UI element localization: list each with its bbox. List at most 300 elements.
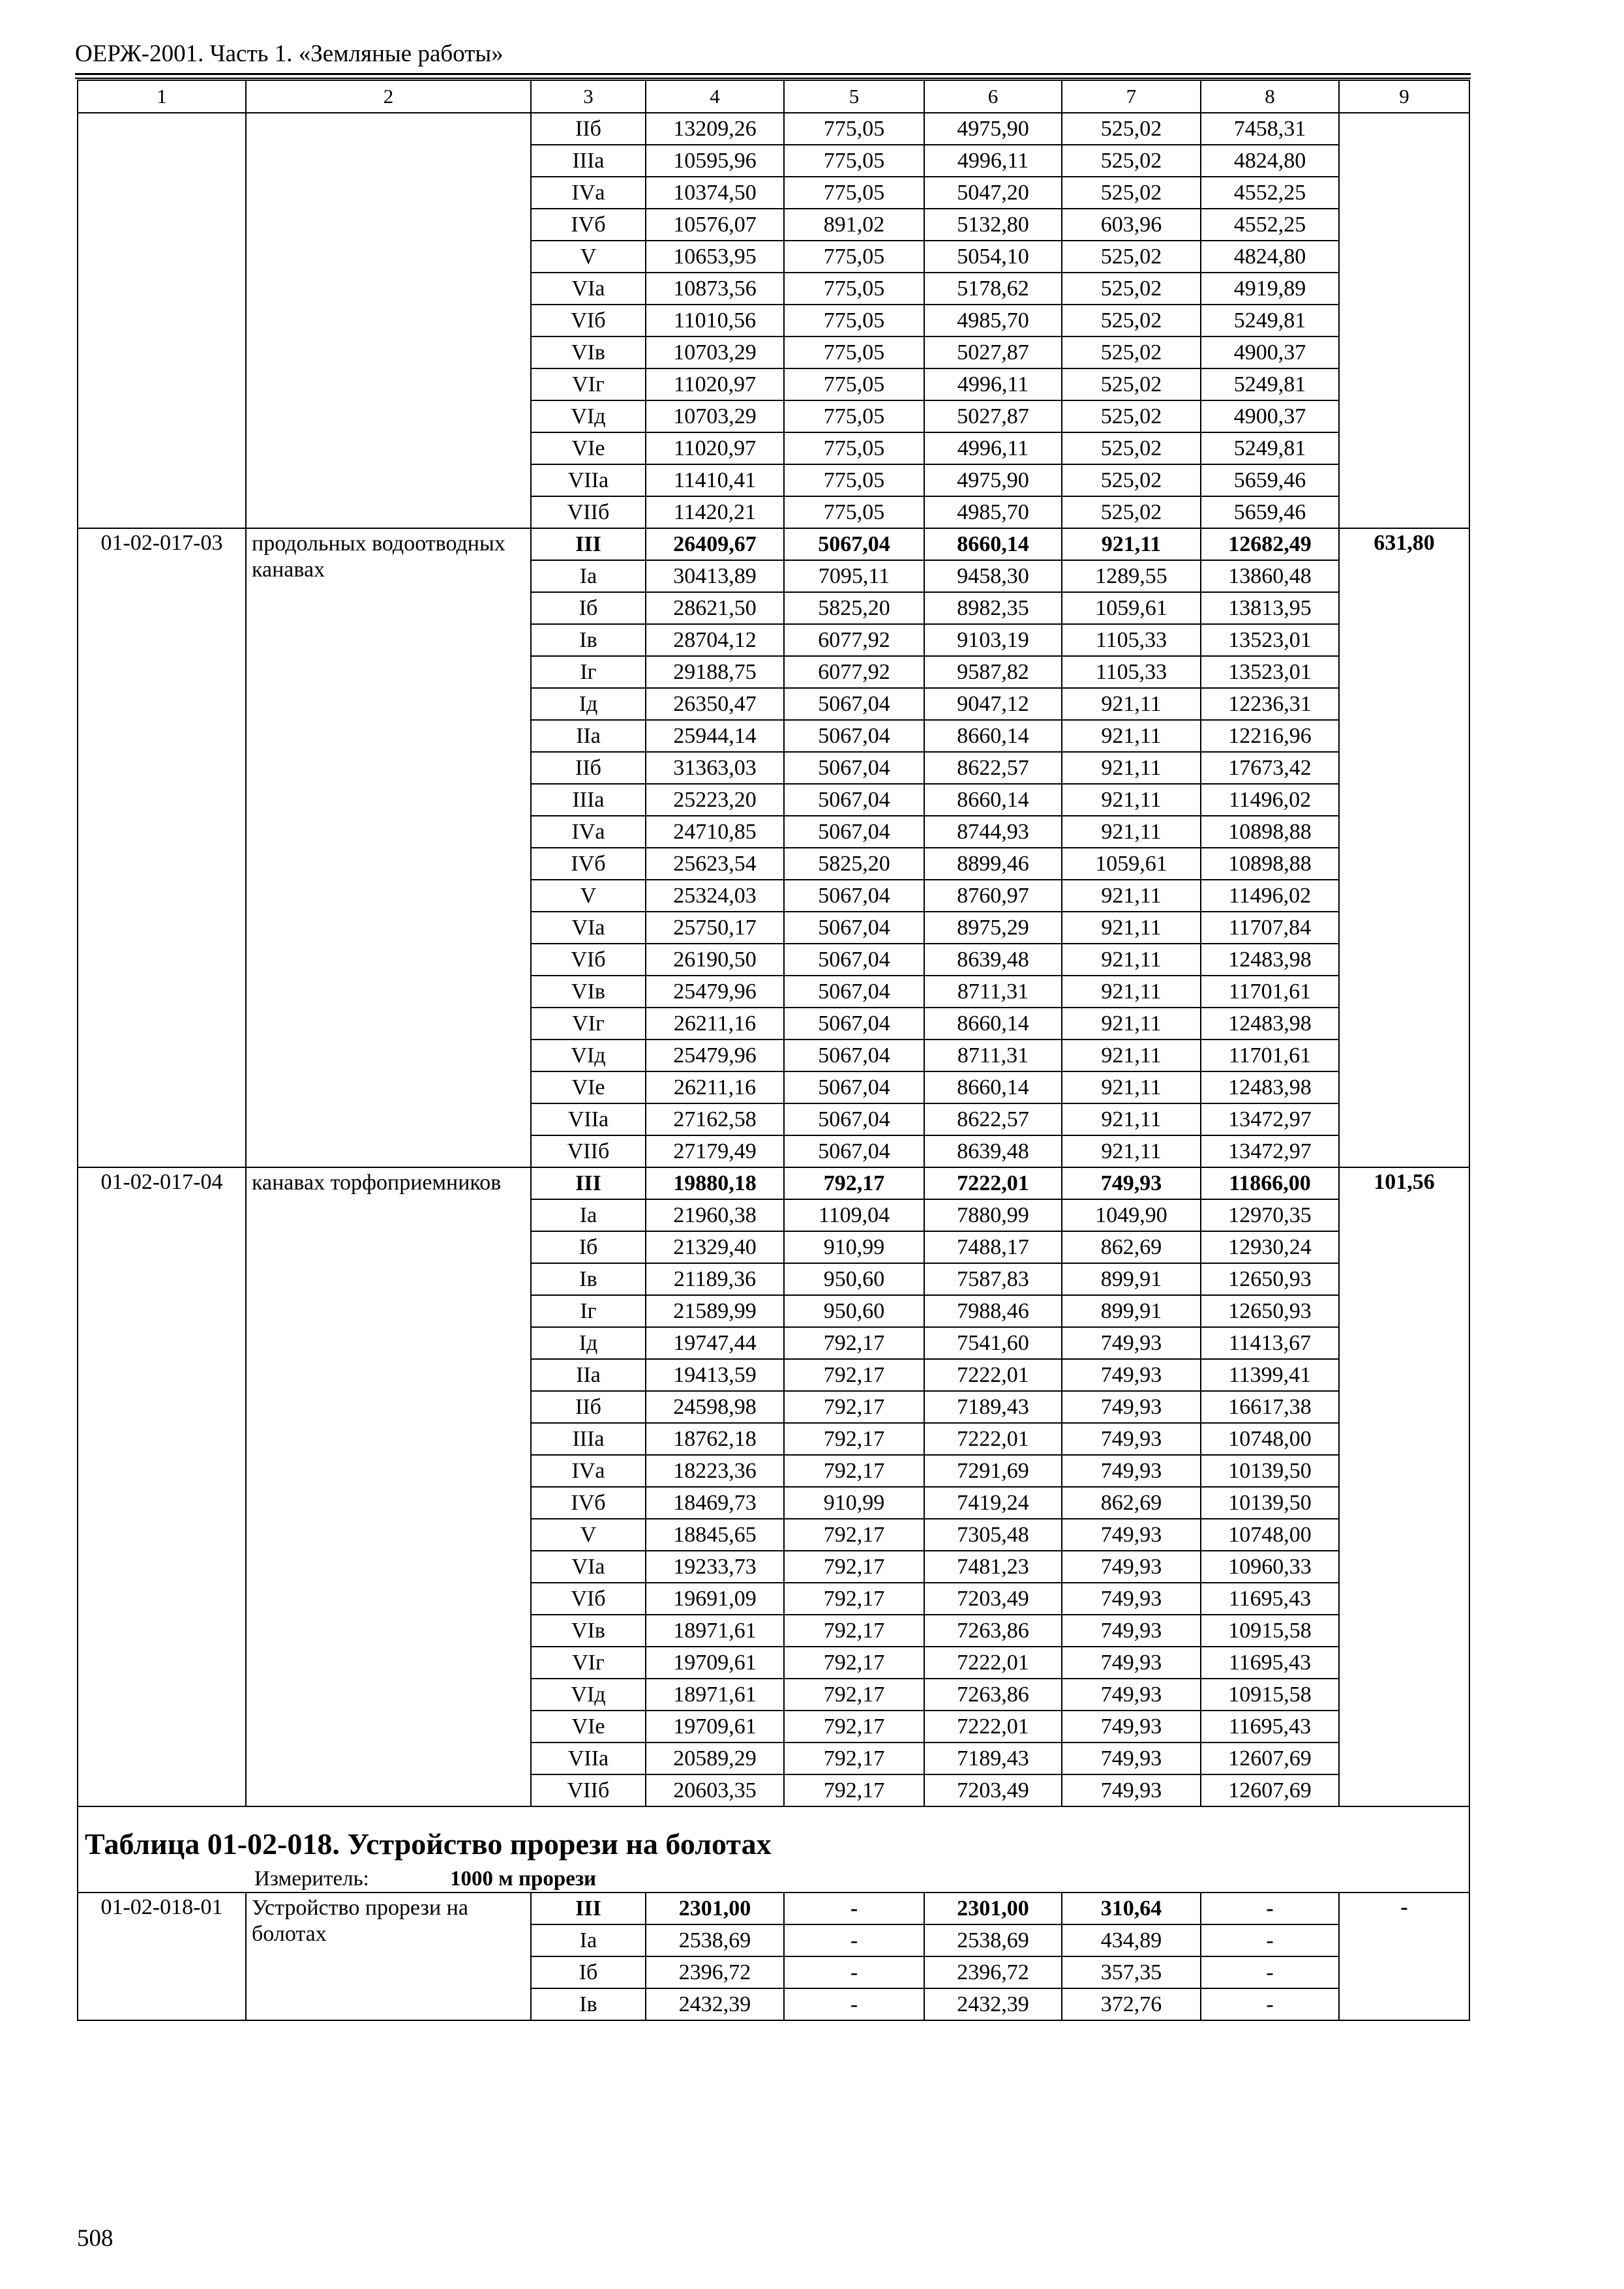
direct-cost-cell: 10595,96 <box>646 145 784 177</box>
machinist-wages-cell: 525,02 <box>1062 177 1201 209</box>
wages-cell: 775,05 <box>784 464 924 496</box>
machines-cell: 8639,48 <box>924 1135 1062 1167</box>
materials-cell: 12650,93 <box>1201 1263 1339 1295</box>
wages-cell: 1109,04 <box>784 1199 924 1231</box>
machinist-wages-cell: 921,11 <box>1062 784 1201 816</box>
wages-cell: 5825,20 <box>784 848 924 880</box>
direct-cost-cell: 25750,17 <box>646 912 784 944</box>
soil-group-cell: Iб <box>531 592 646 624</box>
soil-group-cell: VIв <box>531 1615 646 1647</box>
machinist-wages-cell: 921,11 <box>1062 688 1201 720</box>
wages-cell: 792,17 <box>784 1615 924 1647</box>
soil-group-cell: IIIа <box>531 1423 646 1455</box>
machinist-wages-cell: 525,02 <box>1062 273 1201 305</box>
machinist-wages-cell: 749,93 <box>1062 1743 1201 1774</box>
wages-cell: 5067,04 <box>784 944 924 976</box>
soil-group-cell: Iб <box>531 1231 646 1263</box>
soil-group-cell: VIIб <box>531 496 646 528</box>
wages-cell: 5067,04 <box>784 1040 924 1071</box>
column-number: 8 <box>1201 80 1339 113</box>
soil-group-cell: VIг <box>531 1647 646 1679</box>
soil-group-cell: V <box>531 1519 646 1551</box>
column-number: 6 <box>924 80 1062 113</box>
column-number: 5 <box>784 80 924 113</box>
wages-cell: 792,17 <box>784 1359 924 1391</box>
machines-cell: 7222,01 <box>924 1167 1062 1199</box>
materials-cell: 11413,67 <box>1201 1327 1339 1359</box>
direct-cost-cell: 10873,56 <box>646 273 784 305</box>
soil-group-cell: VIа <box>531 273 646 305</box>
machines-cell: 8760,97 <box>924 880 1062 912</box>
machines-cell: 8711,31 <box>924 1040 1062 1071</box>
soil-group-cell: VIе <box>531 432 646 464</box>
materials-cell: 13813,95 <box>1201 592 1339 624</box>
machines-cell: 8622,57 <box>924 1103 1062 1135</box>
machinist-wages-cell: 1059,61 <box>1062 848 1201 880</box>
machines-cell: 8660,14 <box>924 784 1062 816</box>
materials-cell: 4919,89 <box>1201 273 1339 305</box>
machinist-wages-cell: 434,89 <box>1062 1924 1201 1956</box>
materials-cell: 12483,98 <box>1201 1071 1339 1103</box>
header-rule <box>75 73 1471 75</box>
wages-cell: 792,17 <box>784 1551 924 1583</box>
materials-cell: 12483,98 <box>1201 1008 1339 1040</box>
machines-cell: 7488,17 <box>924 1231 1062 1263</box>
soil-group-cell: VIIа <box>531 1103 646 1135</box>
machines-cell: 9047,12 <box>924 688 1062 720</box>
direct-cost-cell: 11420,21 <box>646 496 784 528</box>
soil-group-cell: VIб <box>531 1583 646 1615</box>
measure-cell <box>78 1865 1469 1893</box>
materials-cell: 4824,80 <box>1201 241 1339 273</box>
machines-cell: 7203,49 <box>924 1774 1062 1806</box>
materials-cell: 4552,25 <box>1201 177 1339 209</box>
machines-cell: 8975,29 <box>924 912 1062 944</box>
wages-cell: 5067,04 <box>784 752 924 784</box>
soil-group-cell: VIв <box>531 976 646 1008</box>
materials-cell: 5659,46 <box>1201 496 1339 528</box>
direct-cost-cell: 19691,09 <box>646 1583 784 1615</box>
materials-cell: 4552,25 <box>1201 209 1339 241</box>
wages-cell: 6077,92 <box>784 624 924 656</box>
wages-cell: 950,60 <box>784 1263 924 1295</box>
extra-cost-cell <box>1339 113 1469 528</box>
machines-cell: 8660,14 <box>924 1071 1062 1103</box>
materials-cell: 10748,00 <box>1201 1519 1339 1551</box>
materials-cell: 12216,96 <box>1201 720 1339 752</box>
soil-group-cell: Iг <box>531 656 646 688</box>
wages-cell: 891,02 <box>784 209 924 241</box>
direct-cost-cell: 20589,29 <box>646 1743 784 1774</box>
column-number: 4 <box>646 80 784 113</box>
direct-cost-cell: 19233,73 <box>646 1551 784 1583</box>
machinist-wages-cell: 921,11 <box>1062 976 1201 1008</box>
direct-cost-cell: 2301,00 <box>646 1893 784 1924</box>
machinist-wages-cell: 749,93 <box>1062 1391 1201 1423</box>
direct-cost-cell: 20603,35 <box>646 1774 784 1806</box>
soil-group-cell: IIа <box>531 1359 646 1391</box>
machines-cell: 5047,20 <box>924 177 1062 209</box>
wages-cell: 5067,04 <box>784 880 924 912</box>
direct-cost-cell: 19709,61 <box>646 1647 784 1679</box>
machinist-wages-cell: 310,64 <box>1062 1893 1201 1924</box>
direct-cost-cell: 10374,50 <box>646 177 784 209</box>
wages-cell: 5067,04 <box>784 528 924 560</box>
wages-cell: 792,17 <box>784 1167 924 1199</box>
materials-cell: 12970,35 <box>1201 1199 1339 1231</box>
wages-cell: - <box>784 1924 924 1956</box>
machinist-wages-cell: 921,11 <box>1062 1135 1201 1167</box>
direct-cost-cell: 25479,96 <box>646 1040 784 1071</box>
direct-cost-cell: 19709,61 <box>646 1711 784 1743</box>
materials-cell: - <box>1201 1924 1339 1956</box>
materials-cell: 5249,81 <box>1201 368 1339 400</box>
table-title-row <box>78 1806 1469 1865</box>
direct-cost-cell: 25623,54 <box>646 848 784 880</box>
materials-cell: 10748,00 <box>1201 1423 1339 1455</box>
soil-group-cell: VIIа <box>531 464 646 496</box>
direct-cost-cell: 27162,58 <box>646 1103 784 1135</box>
soil-group-cell: V <box>531 880 646 912</box>
table-title: Таблица 01-02-018. Устройство прорези на болотах <box>78 1806 1469 1865</box>
materials-cell: 10915,58 <box>1201 1679 1339 1711</box>
soil-group-cell: VIIб <box>531 1135 646 1167</box>
soil-group-cell: IIIа <box>531 145 646 177</box>
materials-cell: 13472,97 <box>1201 1103 1339 1135</box>
materials-cell: 12607,69 <box>1201 1743 1339 1774</box>
machinist-wages-cell: 921,11 <box>1062 752 1201 784</box>
machinist-wages-cell: 862,69 <box>1062 1487 1201 1519</box>
soil-group-cell: VIIа <box>531 1743 646 1774</box>
machines-cell: 7481,23 <box>924 1551 1062 1583</box>
column-number: 9 <box>1339 80 1469 113</box>
direct-cost-cell: 13209,26 <box>646 113 784 145</box>
machines-cell: 2432,39 <box>924 1988 1062 2020</box>
work-name-cell: Устройство прорези на болотах <box>246 1893 531 2020</box>
direct-cost-cell: 10703,29 <box>646 400 784 432</box>
table-row-first <box>78 1167 1469 1199</box>
machines-cell: 7541,60 <box>924 1327 1062 1359</box>
soil-group-cell: IIб <box>531 1391 646 1423</box>
wages-cell: 5067,04 <box>784 912 924 944</box>
soil-group-cell: Iа <box>531 560 646 592</box>
wages-cell: 5067,04 <box>784 720 924 752</box>
wages-cell: 5067,04 <box>784 1103 924 1135</box>
machines-cell: 8660,14 <box>924 720 1062 752</box>
wages-cell: 6077,92 <box>784 656 924 688</box>
machines-cell: 8660,14 <box>924 528 1062 560</box>
direct-cost-cell: 29188,75 <box>646 656 784 688</box>
machinist-wages-cell: 1105,33 <box>1062 656 1201 688</box>
soil-group-cell: VIб <box>531 944 646 976</box>
machinist-wages-cell: 921,11 <box>1062 816 1201 848</box>
wages-cell: 775,05 <box>784 273 924 305</box>
machinist-wages-cell: 525,02 <box>1062 400 1201 432</box>
measure-row <box>78 1865 1469 1893</box>
machines-cell: 8622,57 <box>924 752 1062 784</box>
machinist-wages-cell: 525,02 <box>1062 241 1201 273</box>
machines-cell: 9458,30 <box>924 560 1062 592</box>
machines-cell: 2538,69 <box>924 1924 1062 1956</box>
machinist-wages-cell: 525,02 <box>1062 496 1201 528</box>
machinist-wages-cell: 1105,33 <box>1062 624 1201 656</box>
soil-group-cell: IVа <box>531 177 646 209</box>
machines-cell: 7189,43 <box>924 1391 1062 1423</box>
wages-cell: 792,17 <box>784 1679 924 1711</box>
machinist-wages-cell: 899,91 <box>1062 1295 1201 1327</box>
machinist-wages-cell: 749,93 <box>1062 1679 1201 1711</box>
materials-cell: 4824,80 <box>1201 145 1339 177</box>
direct-cost-cell: 28704,12 <box>646 624 784 656</box>
machinist-wages-cell: 749,93 <box>1062 1423 1201 1455</box>
direct-cost-cell: 31363,03 <box>646 752 784 784</box>
materials-cell: 11701,61 <box>1201 976 1339 1008</box>
machinist-wages-cell: 921,11 <box>1062 528 1201 560</box>
machinist-wages-cell: 899,91 <box>1062 1263 1201 1295</box>
direct-cost-cell: 18469,73 <box>646 1487 784 1519</box>
direct-cost-cell: 25324,03 <box>646 880 784 912</box>
machinist-wages-cell: 525,02 <box>1062 464 1201 496</box>
machinist-wages-cell: 749,93 <box>1062 1455 1201 1487</box>
direct-cost-cell: 18971,61 <box>646 1615 784 1647</box>
materials-cell: 12236,31 <box>1201 688 1339 720</box>
machinist-wages-cell: 921,11 <box>1062 880 1201 912</box>
wages-cell: 5067,04 <box>784 1008 924 1040</box>
machines-cell: 4996,11 <box>924 145 1062 177</box>
wages-cell: 775,05 <box>784 337 924 368</box>
wages-cell: 5067,04 <box>784 816 924 848</box>
machines-cell: 8744,93 <box>924 816 1062 848</box>
materials-cell: 17673,42 <box>1201 752 1339 784</box>
machinist-wages-cell: 525,02 <box>1062 305 1201 337</box>
direct-cost-cell: 28621,50 <box>646 592 784 624</box>
materials-cell: 10915,58 <box>1201 1615 1339 1647</box>
soil-group-cell: VIг <box>531 368 646 400</box>
materials-cell: 5249,81 <box>1201 305 1339 337</box>
header-rule-thin <box>75 78 1471 79</box>
materials-cell: 12607,69 <box>1201 1774 1339 1806</box>
materials-cell: 11399,41 <box>1201 1359 1339 1391</box>
direct-cost-cell: 30413,89 <box>646 560 784 592</box>
table-row-first <box>78 528 1469 560</box>
materials-cell: 7458,31 <box>1201 113 1339 145</box>
estimate-table <box>77 80 1470 2021</box>
work-name-cell: канавах торфоприемников <box>246 1167 531 1806</box>
direct-cost-cell: 18971,61 <box>646 1679 784 1711</box>
materials-cell: 12930,24 <box>1201 1231 1339 1263</box>
soil-group-cell: III <box>531 1893 646 1924</box>
work-name-cell: продольных водоотводных канавах <box>246 528 531 1167</box>
materials-cell: 4900,37 <box>1201 337 1339 368</box>
materials-cell: 10139,50 <box>1201 1455 1339 1487</box>
direct-cost-cell: 10576,07 <box>646 209 784 241</box>
machines-cell: 4985,70 <box>924 305 1062 337</box>
soil-group-cell: IIб <box>531 113 646 145</box>
wages-cell: - <box>784 1988 924 2020</box>
machines-cell: 7587,83 <box>924 1263 1062 1295</box>
soil-group-cell: VIе <box>531 1711 646 1743</box>
direct-cost-cell: 18223,36 <box>646 1455 784 1487</box>
materials-cell: 5249,81 <box>1201 432 1339 464</box>
machines-cell: 5027,87 <box>924 400 1062 432</box>
soil-group-cell: VIб <box>531 305 646 337</box>
machinist-wages-cell: 921,11 <box>1062 1008 1201 1040</box>
machinist-wages-cell: 525,02 <box>1062 145 1201 177</box>
wages-cell: 5067,04 <box>784 688 924 720</box>
machines-cell: 8899,46 <box>924 848 1062 880</box>
wages-cell: 775,05 <box>784 432 924 464</box>
machines-cell: 7880,99 <box>924 1199 1062 1231</box>
wages-cell: 910,99 <box>784 1231 924 1263</box>
soil-group-cell: Iв <box>531 1263 646 1295</box>
soil-group-cell: V <box>531 241 646 273</box>
direct-cost-cell: 24598,98 <box>646 1391 784 1423</box>
machinist-wages-cell: 525,02 <box>1062 432 1201 464</box>
machines-cell: 4975,90 <box>924 113 1062 145</box>
machines-cell: 2301,00 <box>924 1893 1062 1924</box>
machinist-wages-cell: 749,93 <box>1062 1167 1201 1199</box>
machinist-wages-cell: 749,93 <box>1062 1327 1201 1359</box>
direct-cost-cell: 11410,41 <box>646 464 784 496</box>
wages-cell: 775,05 <box>784 177 924 209</box>
direct-cost-cell: 11020,97 <box>646 368 784 400</box>
machinist-wages-cell: 921,11 <box>1062 1040 1201 1071</box>
direct-cost-cell: 26409,67 <box>646 528 784 560</box>
machinist-wages-cell: 921,11 <box>1062 720 1201 752</box>
machinist-wages-cell: 525,02 <box>1062 368 1201 400</box>
machines-cell: 5178,62 <box>924 273 1062 305</box>
machinist-wages-cell: 862,69 <box>1062 1231 1201 1263</box>
machines-cell: 8639,48 <box>924 944 1062 976</box>
machines-cell: 4985,70 <box>924 496 1062 528</box>
direct-cost-cell: 19880,18 <box>646 1167 784 1199</box>
soil-group-cell: IVа <box>531 816 646 848</box>
soil-group-cell: IVа <box>531 1455 646 1487</box>
machines-cell: 8711,31 <box>924 976 1062 1008</box>
wages-cell: 950,60 <box>784 1295 924 1327</box>
materials-cell: 13523,01 <box>1201 656 1339 688</box>
machinist-wages-cell: 749,93 <box>1062 1615 1201 1647</box>
machinist-wages-cell: 749,93 <box>1062 1774 1201 1806</box>
machines-cell: 7222,01 <box>924 1423 1062 1455</box>
materials-cell: 10898,88 <box>1201 816 1339 848</box>
wages-cell: 5067,04 <box>784 1071 924 1103</box>
machinist-wages-cell: 921,11 <box>1062 1103 1201 1135</box>
materials-cell: 12682,49 <box>1201 528 1339 560</box>
direct-cost-cell: 26190,50 <box>646 944 784 976</box>
direct-cost-cell: 11010,56 <box>646 305 784 337</box>
wages-cell: 775,05 <box>784 400 924 432</box>
machines-cell: 7419,24 <box>924 1487 1062 1519</box>
direct-cost-cell: 26211,16 <box>646 1008 784 1040</box>
machines-cell: 7189,43 <box>924 1743 1062 1774</box>
wages-cell: 792,17 <box>784 1774 924 1806</box>
rate-code-cell: 01-02-017-03 <box>78 528 246 1167</box>
wages-cell: 792,17 <box>784 1743 924 1774</box>
direct-cost-cell: 25479,96 <box>646 976 784 1008</box>
wages-cell: 792,17 <box>784 1391 924 1423</box>
direct-cost-cell: 21589,99 <box>646 1295 784 1327</box>
materials-cell: 11701,61 <box>1201 1040 1339 1071</box>
soil-group-cell: Iд <box>531 1327 646 1359</box>
wages-cell: 792,17 <box>784 1583 924 1615</box>
wages-cell: 775,05 <box>784 368 924 400</box>
materials-cell: 11695,43 <box>1201 1647 1339 1679</box>
wages-cell: 792,17 <box>784 1519 924 1551</box>
machines-cell: 5132,80 <box>924 209 1062 241</box>
soil-group-cell: IIIа <box>531 784 646 816</box>
wages-cell: 775,05 <box>784 145 924 177</box>
wages-cell: 775,05 <box>784 113 924 145</box>
wages-cell: 775,05 <box>784 305 924 337</box>
rate-code-cell: 01-02-018-01 <box>78 1893 246 2020</box>
direct-cost-cell: 18845,65 <box>646 1519 784 1551</box>
direct-cost-cell: 19413,59 <box>646 1359 784 1391</box>
soil-group-cell: VIд <box>531 1040 646 1071</box>
column-number: 7 <box>1062 80 1201 113</box>
measure-label: Измеритель: <box>254 1866 369 1891</box>
materials-cell: 11496,02 <box>1201 880 1339 912</box>
table-body <box>78 80 1469 2020</box>
direct-cost-cell: 25223,20 <box>646 784 784 816</box>
materials-cell: 11496,02 <box>1201 784 1339 816</box>
wages-cell: 5067,04 <box>784 784 924 816</box>
direct-cost-cell: 19747,44 <box>646 1327 784 1359</box>
machinist-wages-cell: 921,11 <box>1062 1071 1201 1103</box>
wages-cell: 910,99 <box>784 1487 924 1519</box>
direct-cost-cell: 21329,40 <box>646 1231 784 1263</box>
direct-cost-cell: 2538,69 <box>646 1924 784 1956</box>
machines-cell: 7305,48 <box>924 1519 1062 1551</box>
materials-cell: 5659,46 <box>1201 464 1339 496</box>
machinist-wages-cell: 1059,61 <box>1062 592 1201 624</box>
machines-cell: 9587,82 <box>924 656 1062 688</box>
machinist-wages-cell: 603,96 <box>1062 209 1201 241</box>
materials-cell: 10898,88 <box>1201 848 1339 880</box>
wages-cell: 5067,04 <box>784 976 924 1008</box>
machinist-wages-cell: 1289,55 <box>1062 560 1201 592</box>
direct-cost-cell: 21960,38 <box>646 1199 784 1231</box>
materials-cell: 11866,00 <box>1201 1167 1339 1199</box>
machines-cell: 2396,72 <box>924 1956 1062 1988</box>
machinist-wages-cell: 749,93 <box>1062 1583 1201 1615</box>
direct-cost-cell: 11020,97 <box>646 432 784 464</box>
machinist-wages-cell: 1049,90 <box>1062 1199 1201 1231</box>
machinist-wages-cell: 921,11 <box>1062 912 1201 944</box>
direct-cost-cell: 10653,95 <box>646 241 784 273</box>
materials-cell: 11707,84 <box>1201 912 1339 944</box>
measure-value: 1000 м прорези <box>450 1866 597 1891</box>
wages-cell: 792,17 <box>784 1711 924 1743</box>
table-row-first <box>78 1893 1469 1924</box>
machines-cell: 7291,69 <box>924 1455 1062 1487</box>
soil-group-cell: IIб <box>531 752 646 784</box>
machinist-wages-cell: 749,93 <box>1062 1551 1201 1583</box>
wages-cell: 792,17 <box>784 1423 924 1455</box>
machines-cell: 5054,10 <box>924 241 1062 273</box>
soil-group-cell: VIд <box>531 1679 646 1711</box>
soil-group-cell: Iб <box>531 1956 646 1988</box>
materials-cell: - <box>1201 1893 1339 1924</box>
materials-cell: - <box>1201 1988 1339 2020</box>
wages-cell: - <box>784 1893 924 1924</box>
machinist-wages-cell: 525,02 <box>1062 113 1201 145</box>
machines-cell: 8982,35 <box>924 592 1062 624</box>
machinist-wages-cell: 921,11 <box>1062 944 1201 976</box>
direct-cost-cell: 18762,18 <box>646 1423 784 1455</box>
column-number: 3 <box>531 80 646 113</box>
extra-cost-cell: - <box>1339 1893 1469 2020</box>
